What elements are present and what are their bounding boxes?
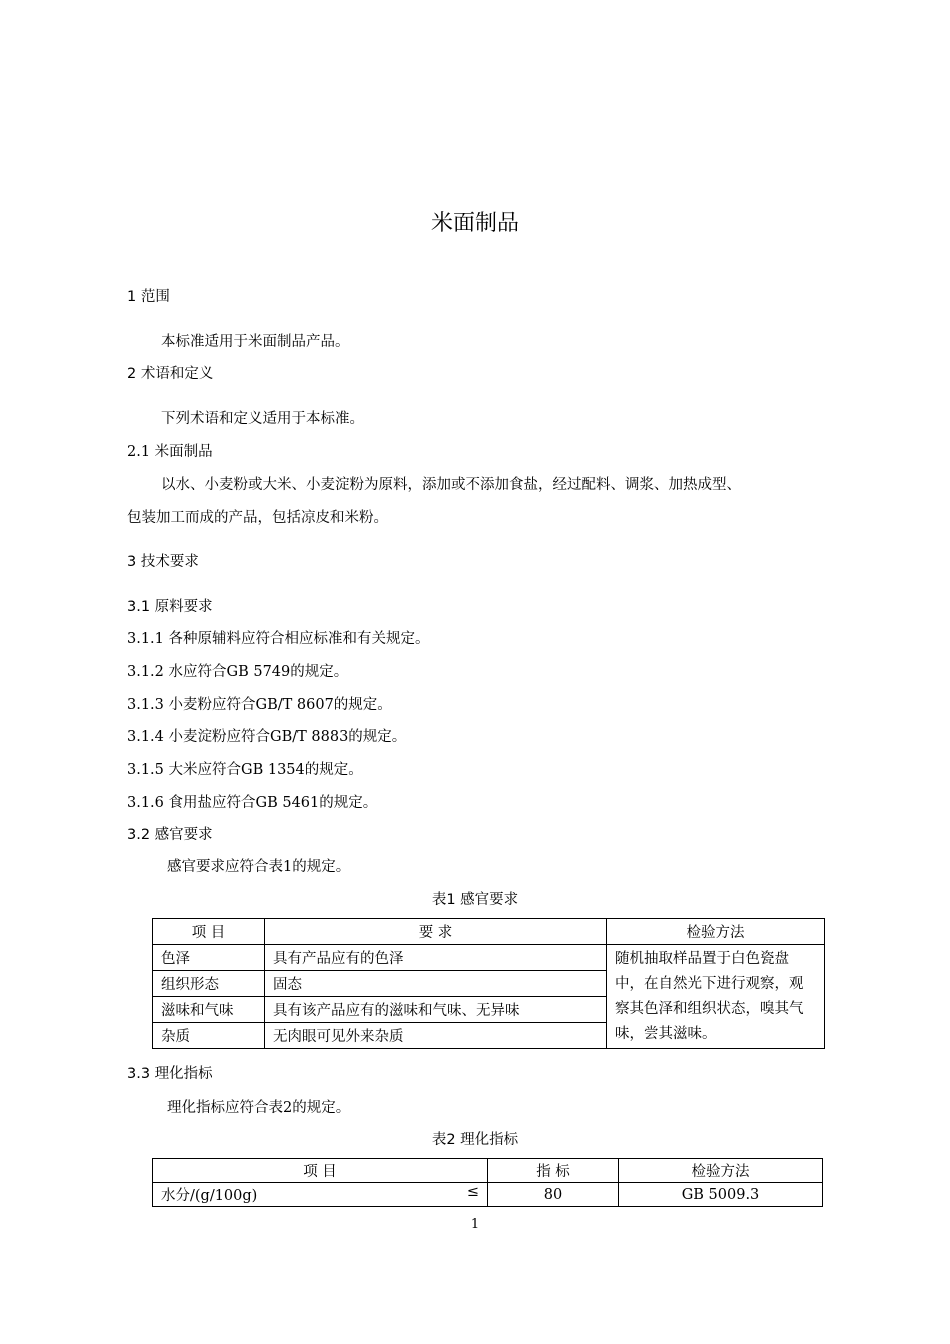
physicochemical-table: [152, 1158, 823, 1207]
table-cell-item: 滋味和气味: [153, 997, 265, 1023]
sensory-table: [152, 918, 825, 1049]
section-1-heading: 1 范围: [127, 289, 170, 305]
table-row: [153, 1183, 823, 1207]
section-3-2-heading: 3.2 感官要求: [127, 827, 213, 843]
table-cell-method: 随机抽取样品置于白色瓷盘中，在自然光下进行观察，观察其色泽和组织状态，嗅其气味，尝其滋味。: [607, 945, 825, 1049]
table-row: [153, 945, 825, 971]
clause-3-1-6: 3.1.6 食用盐应符合GB 5461的规定。: [127, 795, 378, 811]
section-3-2-text: 感官要求应符合表1的规定。: [167, 859, 351, 875]
table-header-row: [153, 919, 825, 945]
comparison-operator: ≤: [466, 1184, 479, 1200]
table-cell-item: 组织形态: [153, 971, 265, 997]
table-cell-requirement: 固态: [265, 971, 607, 997]
table-header: 指 标: [488, 1159, 619, 1183]
table2-caption: 表2 理化指标: [431, 1132, 519, 1148]
section-3-1-heading: 3.1 原料要求: [127, 599, 213, 615]
section-3-heading: 3 技术要求: [127, 554, 199, 570]
table-cell-method: GB 5009.3: [619, 1183, 823, 1207]
table1-caption: 表1 感官要求: [431, 892, 519, 908]
clause-3-1-1: 3.1.1 各种原辅料应符合相应标准和有关规定。: [127, 631, 430, 647]
page-number: 1: [470, 1217, 480, 1232]
clause-3-1-5: 3.1.5 大米应符合GB 1354的规定。: [127, 762, 363, 778]
table-header: 项 目: [153, 919, 265, 945]
clause-3-1-4: 3.1.4 小麦淀粉应符合GB/T 8883的规定。: [127, 729, 407, 745]
item-label: 水分/(g/100g): [161, 1188, 258, 1204]
table-header: 检验方法: [619, 1159, 823, 1183]
clause-3-1-2: 3.1.2 水应符合GB 5749的规定。: [127, 664, 349, 680]
page-title: 米面制品: [430, 211, 519, 236]
section-2-text: 下列术语和定义适用于本标准。: [161, 411, 364, 427]
section-1-text: 本标准适用于米面制品产品。: [161, 334, 350, 350]
table-cell-requirement: 无肉眼可见外来杂质: [265, 1023, 607, 1049]
table-header: 项 目: [153, 1159, 488, 1183]
table-header-row: [153, 1159, 823, 1183]
section-3-3-heading: 3.3 理化指标: [127, 1066, 213, 1082]
table-cell-item: 杂质: [153, 1023, 265, 1049]
section-2-1-text-line2: 包装加工而成的产品，包括凉皮和米粉。: [127, 510, 388, 526]
table-cell-item: 色泽: [153, 945, 265, 971]
table-cell-item: [153, 1183, 488, 1207]
table-cell-requirement: 具有该产品应有的滋味和气味、无异味: [265, 997, 607, 1023]
section-2-1-heading: 2.1 米面制品: [127, 444, 213, 460]
table-header: 要 求: [265, 919, 607, 945]
table-cell-requirement: 具有产品应有的色泽: [265, 945, 607, 971]
section-2-heading: 2 术语和定义: [127, 366, 214, 382]
section-2-1-text-line1: 以水、小麦粉或大米、小麦淀粉为原料，添加或不添加食盐，经过配料、调浆、加热成型、: [161, 477, 741, 493]
clause-3-1-3: 3.1.3 小麦粉应符合GB/T 8607的规定。: [127, 697, 392, 713]
table-header: 检验方法: [607, 919, 825, 945]
section-3-3-text: 理化指标应符合表2的规定。: [167, 1100, 351, 1116]
table-cell-value: 80: [488, 1183, 619, 1207]
